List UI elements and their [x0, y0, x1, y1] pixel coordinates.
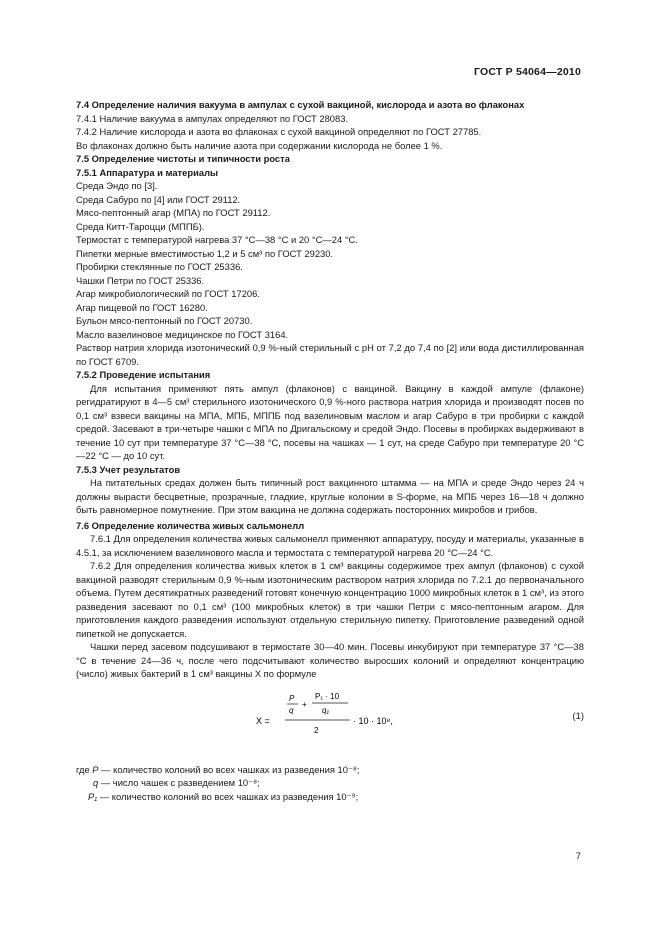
paragraph-7-4-1: 7.4.1 Наличие вакуума в ампулах определяют по ГОСТ 28083. [76, 112, 349, 124]
paragraph-7-6-1: 7.6.1 Для определения количества живых сальмонелл применяют аппаратуру, посуду и материалы, указанные в 4.5.1, за исключением вазелинового масла и термостата с температурой нагрева 20 °С—24 °С. [76, 533, 584, 558]
definition-row [76, 790, 584, 804]
paragraph-oxygen-note: Во флаконах должно быть наличие азота при содержании кислорода не более 1 %. [76, 139, 443, 151]
material-item: Бульон мясо-пептонный по ГОСТ 20730. [76, 315, 253, 326]
section-7-5-3-heading: 7.5.3 Учет результатов [76, 463, 181, 475]
section-7-5-1-heading: 7.5.1 Аппаратура и материалы [76, 166, 219, 178]
document-header: ГОСТ Р 54064—2010 [473, 66, 581, 78]
results-paragraph: На питательных средах должен быть типичный рост вакцинного штамма — на МПА и среде Эндо через 24 ч должны вырасти бесцветные, прозрачные, гладкие, круглые колонии в S-форме, на МПБ через 16—18 ч должно быть равномерное помутнение. При этом вакцина не должна содержать посторонних микробов и грибов. [76, 477, 584, 515]
definition-text: — число чашек с разведением 10⁻⁸; [100, 777, 260, 788]
document-body [76, 98, 584, 803]
section-7-6-heading: 7.6 Определение количества живых сальмонелл [76, 519, 305, 531]
formula-q: q [289, 705, 294, 715]
material-item: Пробирки стеклянные по ГОСТ 25336. [76, 261, 243, 272]
formula-P1-10: P₁ · 10 [315, 691, 340, 701]
material-item: Пипетки мерные вместимостью 1,2 и 5 см³ по ГОСТ 29230. [76, 247, 334, 259]
paragraph-7-6-2: 7.6.2 Для определения количества живых клеток в 1 см³ вакцины содержимое трех ампул (флаконов) с сухой вакциной разводят стерильным 0,9 %-ным изотоническим раствором натрия хлорида по 7.2.1 до первоначального объема. Путем десятикратных разведений готовят конечную концентрацию 1000 микробных клеток в 1 см³, из этого разведения засевают по 0,1 см³ (100 микробных клеток) в три чашки Петри с мясо-пептонным агаром. Для приготовления каждого разведения используют отдельную стерильную пипетку. Приготовление разведений одной пипеткой не допускается. [76, 560, 584, 639]
paragraph-7-4-2: 7.4.2 Наличие кислорода и азота во флаконах с сухой вакциной определяют по ГОСТ 27785. [76, 126, 482, 137]
equation-number: (1) [572, 709, 584, 721]
definition-symbol: P [92, 763, 99, 775]
section-7-4-heading: 7.4 Определение наличия вакуума в ампулах с сухой вакциной, кислорода и азота во флаконах [76, 99, 525, 110]
saline-paragraph: Раствор натрия хлорида изотонический 0,9 %-ный стерильный с рН от 7,2 до 7,4 по [2] или вода дистиллированная по ГОСТ 6709. [76, 342, 584, 367]
definition-symbol: q [93, 777, 99, 788]
material-item: Агар пищевой по ГОСТ 16280. [76, 301, 208, 313]
material-item: Среда Эндо по [3]. [76, 180, 158, 191]
variable-definitions [76, 763, 584, 804]
salmonella-count-formula [256, 687, 476, 751]
material-item: Мясо-пептонный агар (МПА) по ГОСТ 29112. [76, 207, 271, 218]
section-7-5-2-heading: 7.5.2 Проведение испытания [76, 369, 211, 380]
definition-row [76, 763, 584, 777]
page-number: 7 [575, 850, 581, 861]
section-7-5-heading: 7.5 Определение чистоты и типичности роста [76, 153, 290, 164]
material-item: Среда Китт-Тароцци (МППБ). [76, 220, 205, 232]
material-item: Масло вазелиновое медицинское по ГОСТ 3164. [76, 328, 289, 340]
formula-block [76, 687, 584, 753]
formula-q1: q₁ [322, 705, 329, 715]
definition-lead: где [76, 763, 90, 775]
definition-text: — количество колоний во всех чашках из разведения 10⁻⁹; [99, 790, 359, 802]
definition-text: — количество колоний во всех чашках из разведения 10⁻⁸; [101, 763, 360, 775]
material-item: Термостат с температурой нагрева 37 °С—38 °С и 20 °С—24 °С. [76, 234, 358, 245]
material-item: Чашки Петри по ГОСТ 25336. [76, 274, 205, 286]
formula-P: P [289, 693, 295, 703]
formula-divisor: 2 [314, 725, 319, 735]
paragraph-incubation: Чашки перед засевом подсушивают в термостате 30—40 мин. Посевы инкубируют при температуре 37 °С—38 °С в течение 24—36 ч, после чего подсчитывают количество выросших колоний и определяют концентрацию (число) живых бактерий в 1 см³ вакцины X по формуле [76, 641, 584, 679]
material-item: Агар микробиологический по ГОСТ 17206. [76, 288, 260, 299]
testing-paragraph: Для испытания применяют пять ампул (флаконов) с вакциной. Вакцину в каждой ампуле (флаконе) регидратируют в 4—5 см³ стерильного изотонического 0,9 %-ного раствора натрия хлорида и производят посев по 0,1 см³ взвеси вакцины на МПА, МПБ, МППБ под вазелиновым маслом и агар Сабуро в три пробирки с каждой средой. Засевают в три-четыре чашки с МПА по Дригальскому и средой Эндо. Посевы в пробирках выдерживают в течение 10 сут при температуре 37 °С—38 °С, посевы на чашках — 1 сут, на среде Сабуро при температуре 20 °С—22 °С — до 10 сут. [76, 382, 584, 461]
formula-multiplier: · 10 · 10⁸, [353, 715, 393, 726]
formula-lhs: X = [256, 715, 270, 726]
formula-plus: + [302, 699, 307, 709]
definition-row [76, 776, 584, 790]
material-item: Среда Сабуро по [4] или ГОСТ 29112. [76, 193, 241, 205]
definition-symbol: P₁ [88, 790, 98, 802]
